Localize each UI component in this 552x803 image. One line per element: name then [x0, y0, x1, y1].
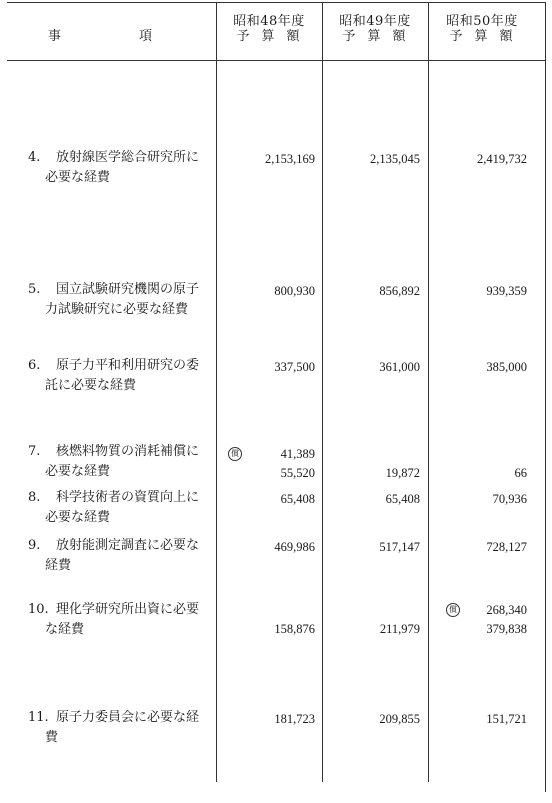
fy50-value: 939,359 [486, 284, 527, 298]
fy48-value: 55,520 [280, 466, 315, 480]
fy50-header-label: 予算額 [449, 29, 525, 44]
fy50-value: 379,838 [486, 622, 527, 636]
fy49-value: 361,000 [379, 360, 420, 374]
fy48-value: 65,408 [280, 492, 315, 506]
item-column-header: 事 項 [48, 29, 153, 44]
column-divider-3 [428, 2, 429, 782]
fy49-value: 65,408 [385, 492, 420, 506]
item-8 [28, 488, 218, 528]
item-number: 6. [28, 358, 41, 373]
fy48-column-header [219, 14, 319, 44]
fy49-value: 856,892 [379, 284, 420, 298]
item-title: 国立試験研究機関の原子 [56, 282, 200, 297]
fy50-supplementary-value: 268,340 [486, 603, 527, 617]
item-number: 7. [28, 444, 41, 459]
item-number: 9. [28, 538, 41, 553]
item-number: 8. [28, 490, 41, 505]
fy48-value: 181,723 [274, 712, 315, 726]
supplementary-mark: 償 [228, 447, 242, 461]
fy50-value: 728,127 [486, 540, 527, 554]
fy49-value: 211,979 [379, 622, 420, 636]
item-10 [28, 600, 218, 640]
fy49-value: 517,147 [379, 540, 420, 554]
item-title: 核燃料物質の消耗補償に [56, 444, 200, 459]
item-7 [28, 442, 218, 482]
item-title-cont: 経費 [45, 558, 72, 573]
fy48-supplementary-value: 41,389 [280, 447, 315, 461]
fy49-column-header [325, 14, 425, 44]
fy49-value: 19,872 [385, 466, 420, 480]
fy48-header-year: 昭和48年度 [233, 14, 305, 29]
item-title: 理化学研究所出資に必要 [56, 602, 200, 617]
item-title-cont: 必要な経費 [45, 464, 111, 479]
table-top-rule [7, 2, 545, 3]
fy50-value: 151,721 [486, 712, 527, 726]
item-title-cont: 力試験研究に必要な経費 [45, 302, 189, 317]
item-title-cont: 費 [45, 730, 59, 745]
fy50-value: 385,000 [486, 360, 527, 374]
fy49-header-label: 予算額 [342, 29, 418, 44]
fy49-value: 209,855 [379, 712, 420, 726]
fy48-value: 469,986 [274, 540, 315, 554]
item-number: 4. [28, 150, 41, 165]
table-right-rule [545, 2, 546, 792]
fy49-value: 2,135,045 [370, 152, 420, 166]
item-6 [28, 356, 218, 396]
item-title-cont: 託に必要な経費 [45, 378, 137, 393]
item-11 [28, 708, 218, 748]
fy48-value: 2,153,169 [265, 152, 315, 166]
item-4 [28, 148, 218, 188]
item-title-cont: 必要な経費 [45, 510, 111, 525]
item-5 [28, 280, 218, 320]
item-number: 5. [28, 282, 41, 297]
item-title: 放射線医学総合研究所に [56, 150, 200, 165]
fy48-value: 337,500 [274, 360, 315, 374]
fy50-value: 66 [514, 466, 527, 480]
column-divider-2 [322, 2, 323, 782]
item-title: 原子力委員会に必要な経 [56, 710, 200, 725]
fy50-column-header [432, 14, 532, 44]
item-title-cont: 必要な経費 [45, 170, 111, 185]
item-number: 11. [28, 710, 49, 725]
item-title-cont: な経費 [45, 622, 85, 637]
fy49-header-year: 昭和49年度 [339, 14, 411, 29]
item-title: 科学技術者の資質向上に [56, 490, 200, 505]
header-bottom-rule [7, 60, 545, 61]
supplementary-mark: 償 [446, 603, 460, 617]
item-number: 10. [28, 602, 49, 617]
fy50-header-year: 昭和50年度 [446, 14, 518, 29]
fy48-value: 800,930 [274, 284, 315, 298]
fy50-value: 70,936 [492, 492, 527, 506]
fy48-value: 158,876 [274, 622, 315, 636]
fy48-header-label: 予算額 [236, 29, 312, 44]
item-title: 放射能測定調査に必要な [56, 538, 200, 553]
item-9 [28, 536, 218, 576]
fy50-value: 2,419,732 [477, 152, 527, 166]
item-title: 原子力平和利用研究の委 [56, 358, 200, 373]
